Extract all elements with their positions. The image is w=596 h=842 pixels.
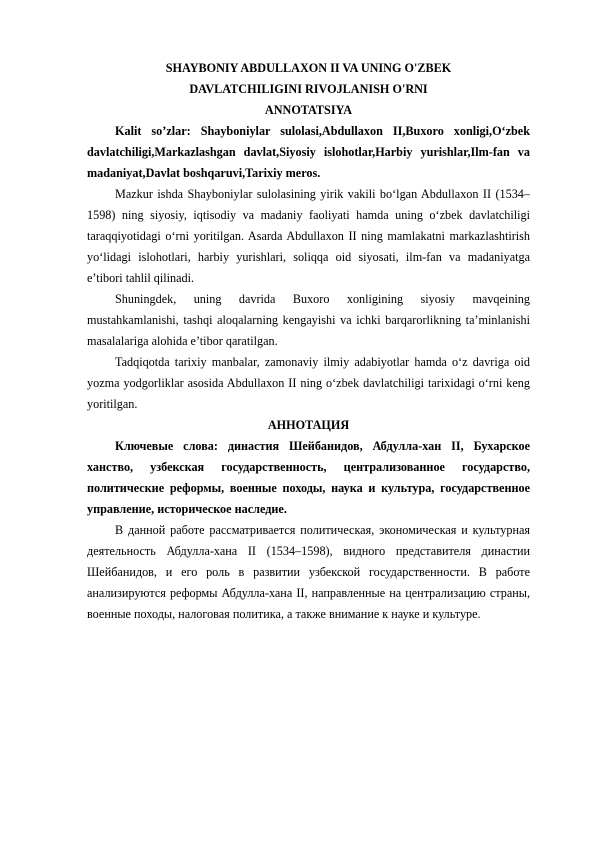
annotation-ru-heading: АННОТАЦИЯ — [267, 418, 350, 432]
document-body — [87, 58, 530, 625]
annotation-uz-keywords: Kalit so’zlar: Shayboniylar sulolasi,Abdullaxon II,Buxoro xonligi,O‘zbek davlatchiligi,Markazlashgan davlat,Siyosiy islohotlar,Harbiy yurishlar,Ilm-fan va madaniyat,Davlat boshqaruvi,Tarixiy meros. — [87, 124, 530, 180]
document-title-line-1: SHAYBONIY ABDULLAXON II VA UNING O'ZBEK — [165, 61, 452, 75]
annotation-uz-heading: ANNOTATSIYA — [264, 103, 353, 117]
annotation-ru-paragraph-1: В данной работе рассматривается политическая, экономическая и культурная деятельность Абдулла-хана II (1534–1598), видного представителя династии Шейбанидов, и его роль в развитии узбекской государственности. В работе анализируются реформы Абдулла-хана II, направленные на централизацию страны, военные походы, налоговая политика, а также внимание к науке и культуре. — [87, 523, 530, 621]
document-title-line-2: DAVLATCHILIGINI RIVOJLANISH O'RNI — [189, 82, 428, 96]
annotation-ru-keywords: Ключевые слова: династия Шейбанидов, Абдулла-хан II, Бухарское ханство, узбекская государственность, централизованное государство, политические реформы, военные походы, наука и культура, государственное управление, историческое наследие. — [87, 439, 530, 516]
annotation-uz-paragraph-2: Shuningdek, uning davrida Buxoro xonligining siyosiy mavqeining mustahkamlanishi, tashqi aloqalarning kengayishi va ichki barqarorlikning ta’minlanishi masalalariga alohida e’tibor qaratilgan. — [87, 292, 530, 348]
annotation-uz-paragraph-1: Mazkur ishda Shayboniylar sulolasining yirik vakili bo‘lgan Abdullaxon II (1534–1598) ning siyosiy, iqtisodiy va madaniy faoliyati hamda uning o‘zbek davlatchiligi taraqqiyotidagi o‘rni yoritilgan. Asarda Abdullaxon II ning mamlakatni markazlashtirish yo‘lidagi islohotlari, harbiy yurishlari, soliqqa oid siyosati, ilm-fan va madaniyatga e’tibori tahlil qilinadi. — [87, 187, 530, 285]
annotation-uz-paragraph-3: Tadqiqotda tarixiy manbalar, zamonaviy ilmiy adabiyotlar hamda o‘z davriga oid yozma yodgorliklar asosida Abdullaxon II ning o‘zbek davlatchiligi tarixidagi o‘rni keng yoritilgan. — [87, 355, 530, 411]
